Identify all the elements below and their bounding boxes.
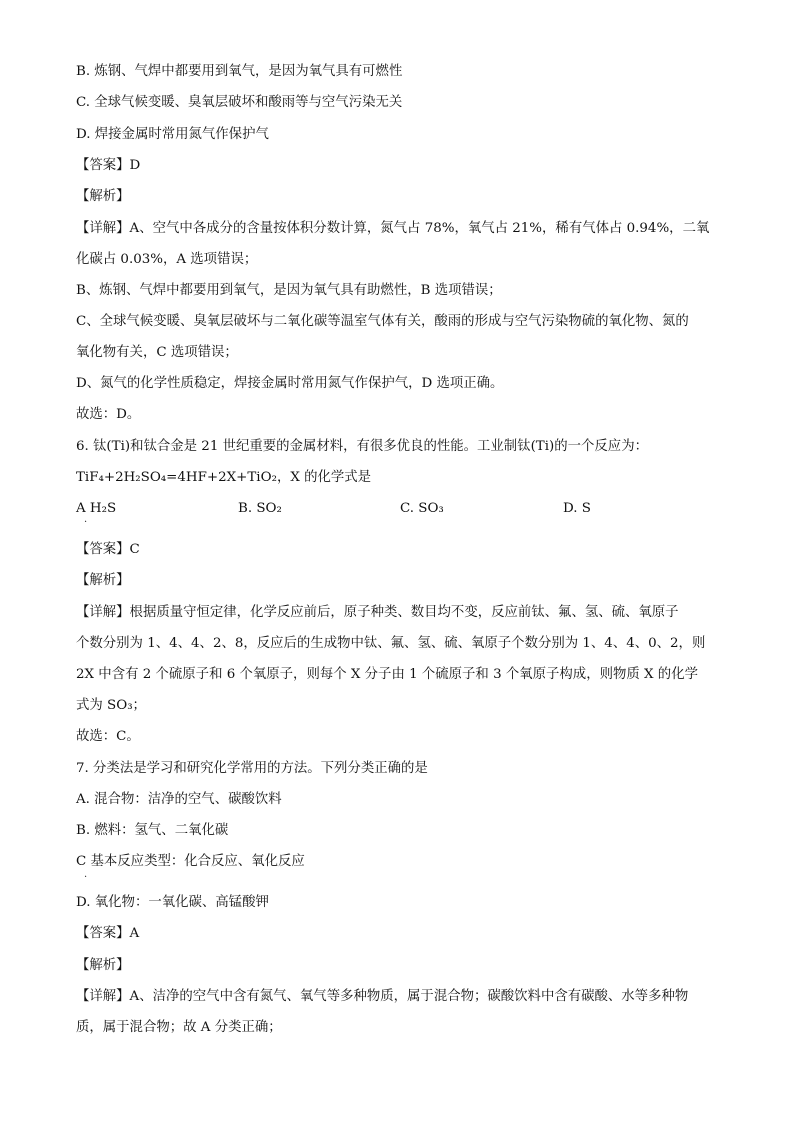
conclusion-text: 故选：C。 [76,729,140,744]
q6-option-d: D. S [563,501,591,516]
q6-option-b: B. SO₂ [238,501,282,516]
stray-dot: · [84,872,88,883]
detail-text: C、全球气候变暖、臭氧层破坏与二氧化碳等温室气体有关，酸雨的形成与空气污染物硫的氧化物、氮的 [76,314,689,329]
option-b: B. 炼钢、气焊中都要用到氧气，是因为氧气具有可燃性 [76,64,403,79]
answer-label: 【答案】D [76,158,141,173]
q6-option-a: A H₂S [76,501,117,516]
option-c: C. 全球气候变暖、臭氧层破坏和酸雨等与空气污染无关 [76,95,403,110]
question-7-stem: 7. 分类法是学习和研究化学常用的方法。下列分类正确的是 [76,761,428,776]
detail-text: 个数分别为 1、4、4、2、8，反应后的生成物中钛、氟、氢、硫、氧原子个数分别为 1、4、4、0、2，则 [76,636,706,651]
detail-text: 【详解】根据质量守恒定律，化学反应前后，原子种类、数目均不变，反应前钛、氟、氢、硫、氧原子 [76,605,679,620]
detail-text: 【详解】A、洁净的空气中含有氮气、氧气等多种物质，属于混合物；碳酸饮料中含有碳酸、水等多种物 [76,989,689,1004]
detail-text: D、氮气的化学性质稳定，焊接金属时常用氮气作保护气，D 选项正确。 [76,376,504,391]
conclusion-text: 故选：D。 [76,407,141,422]
q7-option-d: D. 氧化物：一氧化碳、高锰酸钾 [76,895,269,910]
answer-label: 【答案】C [76,542,140,557]
analysis-label: 【解析】 [76,958,130,973]
detail-text: 式为 SO₃； [76,698,146,713]
analysis-label: 【解析】 [76,189,130,204]
detail-text: 氧化物有关，C 选项错误； [76,345,238,360]
q7-option-c: C 基本反应类型：化合反应、氧化反应 [76,854,305,869]
q6-option-c: C. SO₃ [400,501,444,516]
detail-text: 质，属于混合物；故 A 分类正确； [76,1020,282,1035]
detail-text: 化碳占 0.03%，A 选项错误； [76,252,258,267]
question-6-stem: 6. 钛(Ti)和钛合金是 21 世纪重要的金属材料，有很多优良的性能。工业制钛(Ti)的一个反应为： [76,439,648,454]
analysis-label: 【解析】 [76,573,130,588]
detail-text: B、炼钢、气焊中都要用到氧气，是因为氧气具有助燃性，B 选项错误； [76,283,502,298]
option-d: D. 焊接金属时常用氮气作保护气 [76,127,269,142]
question-6-equation: TiF₄+2H₂SO₄=4HF+2X+TiO₂，X 的化学式是 [76,470,372,485]
q7-option-b: B. 燃料：氢气、二氧化碳 [76,823,229,838]
q7-option-a: A. 混合物：洁净的空气、碳酸饮料 [76,792,282,807]
stray-dot: · [84,517,88,528]
answer-label: 【答案】A [76,926,140,941]
detail-text: 【详解】A、空气中各成分的含量按体积分数计算，氮气占 78%，氧气占 21%，稀有气体占 0.94%，二氧 [76,221,710,236]
detail-text: 2X 中含有 2 个硫原子和 6 个氧原子，则每个 X 分子由 1 个硫原子和 3 个氧原子构成，则物质 X 的化学 [76,667,698,682]
